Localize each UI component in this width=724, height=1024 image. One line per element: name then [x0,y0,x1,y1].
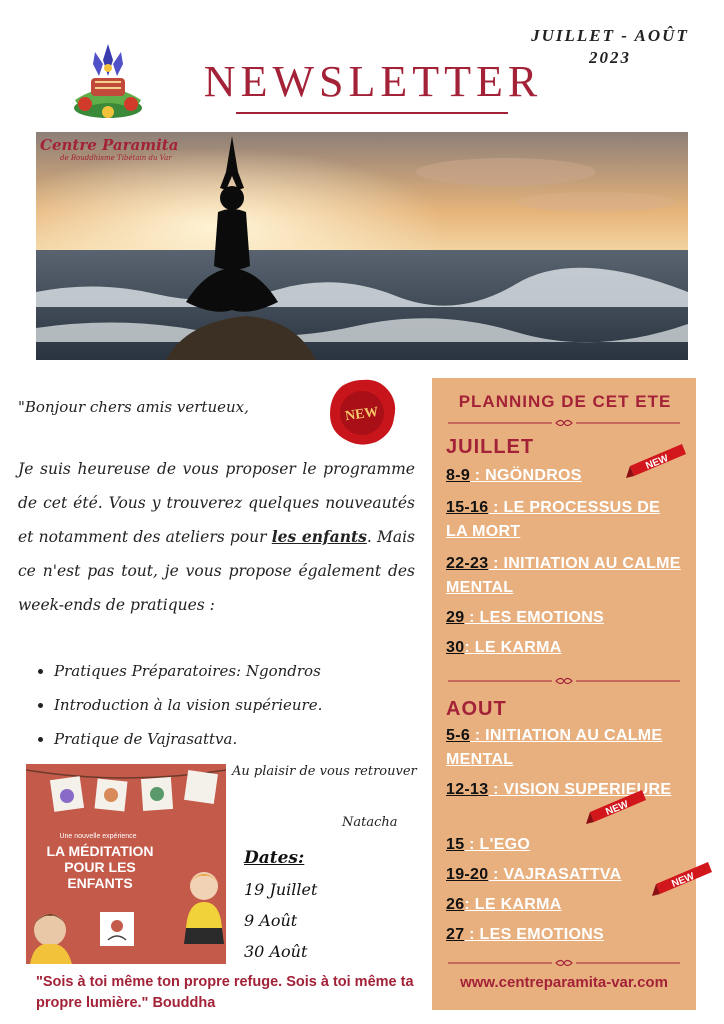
poster-title-1: LA MÉDITATION [46,843,154,859]
schedule-date: 27 [446,926,465,943]
list-item: • Introduction à la vision supérieure. [54,688,322,722]
signature: Natacha [342,815,398,830]
schedule-item[interactable] [446,863,686,887]
new-wax-seal [326,376,398,448]
schedule-date: 12-13 [446,781,489,798]
schedule-item[interactable] [446,778,686,802]
schedule-label: : VISION SUPERIEURE [488,781,672,798]
schedule-date: 29 [446,609,465,626]
schedule-item[interactable] [446,636,686,660]
schedule-label: : LE PROCESSUS DE LA MORT [446,499,661,540]
centre-logo [55,38,161,130]
title-underline [236,112,508,114]
schedule-label: : LE KARMA [464,639,562,656]
centre-subtitle: de Bouddhisme Tibétain du Var [60,154,172,162]
schedule-date: 8-9 [446,467,471,484]
intro-text-1: Je suis heureuse de vous proposer le programme de cet été. Vous y trouverez quelques nouveautés et notamment des ateliers pour [18,460,415,546]
poster-kicker: Une nouvelle expérience [59,833,137,840]
schedule-label: : LES EMOTIONS [464,609,605,626]
buddha-quote: "Sois à toi même ton propre refuge. Sois à toi même ta propre lumière." Bouddha [36,974,414,1011]
list-item: • Pratique de Vajrasattva. [54,722,322,756]
kids-meditation-poster [26,764,226,964]
practice-list [34,654,322,756]
ribbon-label: NEW [604,798,631,818]
planning-title: PLANNING DE CET ETE [458,392,672,411]
closing-line: Au plaisir de vous retrouver [232,764,417,779]
ribbon-label: NEW [644,452,671,472]
poster-title-3: ENFANTS [67,875,133,891]
schedule-item[interactable] [446,496,686,544]
period-months: JUILLET - AOÛT [531,26,689,45]
seal-label: NEW [344,404,380,425]
greeting: "Bonjour chers amis vertueux, [18,398,249,416]
kids-date: 9 Août [244,911,298,930]
schedule-label: : NGÖNDROS [470,467,582,484]
new-ribbon [626,438,690,484]
schedule-date: 30 [446,639,465,656]
list-item: • Pratiques Préparatoires: Ngondros [54,654,322,688]
schedule-item[interactable] [446,893,686,917]
schedule-label: : INITIATION AU CALME MENTAL [446,555,681,596]
kids-date: 19 Juillet [244,880,318,899]
schedule-date: 26 [446,896,465,913]
website-link[interactable]: www.centreparamita-var.com [460,974,668,991]
schedule-item[interactable] [446,833,686,857]
ornament-divider [448,958,680,968]
poster-title-2: POUR LES [64,859,136,875]
schedule-date: 5-6 [446,727,471,744]
intro-text-2: . Mais ce n'est pas tout, je vous propose également des week-ends de pratiques : [18,528,416,614]
new-ribbon [652,856,716,902]
schedule-label: : VAJRASATTVA [488,866,622,883]
schedule-date: 15 [446,836,465,853]
ornament-divider [448,676,680,686]
schedule-item[interactable] [446,606,686,630]
schedule-date: 15-16 [446,499,489,516]
yoga-sunset-banner [36,132,688,360]
schedule-item[interactable] [446,724,686,772]
month-heading-aout: AOUT [446,698,507,720]
period-year: 2023 [589,48,631,67]
schedule-item[interactable] [446,923,686,947]
dates-heading: Dates: [244,848,305,868]
schedule-label: : L'EGO [464,836,531,853]
schedule-date: 19-20 [446,866,489,883]
month-heading-juillet: JUILLET [446,436,535,458]
kids-date: 30 Août [244,942,308,961]
intro-paragraph [18,452,415,622]
schedule-date: 22-23 [446,555,489,572]
centre-name: Centre Paramita [40,136,179,154]
intro-emphasis: les enfants [271,527,367,546]
ribbon-label: NEW [670,870,697,890]
newsletter-title: NEWSLETTER [203,57,543,106]
schedule-label: : INITIATION AU CALME MENTAL [446,727,663,768]
schedule-label: : LES EMOTIONS [464,926,605,943]
schedule-item[interactable] [446,552,686,600]
ornament-divider [448,418,680,428]
schedule-label: : LE KARMA [464,896,562,913]
new-ribbon [586,784,650,830]
